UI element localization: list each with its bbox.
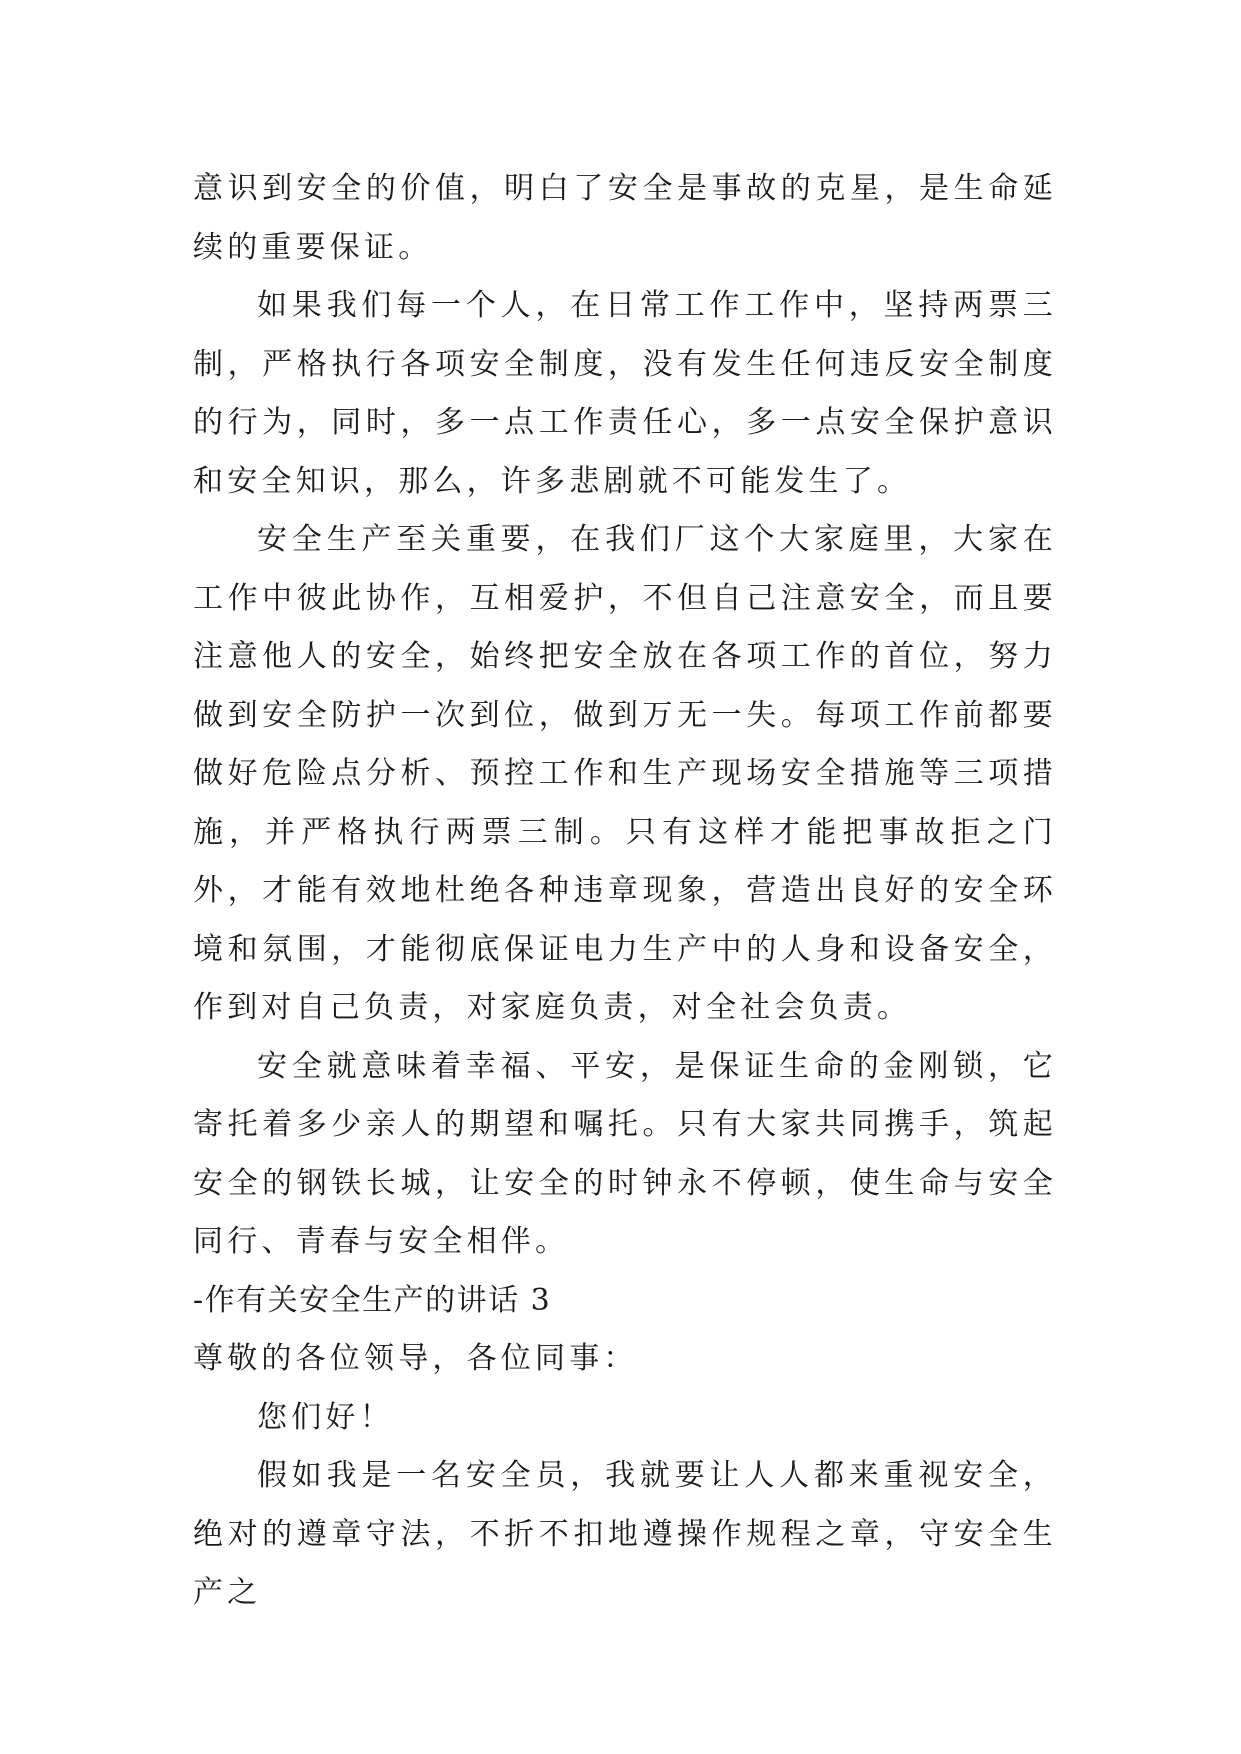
paragraph-4: 安全就意味着幸福、平安，是保证生命的金刚锁，它寄托着多少亲人的期望和嘱托。只有大家共同携手，筑起安全的钢铁长城，让安全的时钟永不停顿，使生命与安全同行、青春与安全相伴。 xyxy=(193,1048,1057,1259)
section-heading: -作有关安全生产的讲话 3 xyxy=(193,1282,552,1318)
greeting: 您们好！ xyxy=(257,1399,394,1435)
paragraph-3: 安全生产至关重要，在我们厂这个大家庭里，大家在工作中彼此协作，互相爱护，不但自己注意安全，而且要注意他人的安全，始终把安全放在各项工作的首位，努力做到安全防护一次到位，做到万无一失。每项工作前都要做好危险点分析、预控工作和生产现场安全措施等三项措施，并严格执行两票三制。只有这样才能把事故拒之门外，才能有效地杜绝各种违章现象，营造出良好的安全环境和氛围，才能彻底保证电力生产中的人身和设备安全，作到对自己负责，对家庭负责，对全社会负责。 xyxy=(193,522,1057,1025)
paragraph-5: 假如我是一名安全员，我就要让人人都来重视安全，绝对的遵章守法，不折不扣地遵操作规程之章，守安全生产之 xyxy=(193,1458,1057,1610)
paragraph-2: 如果我们每一个人，在日常工作工作中，坚持两票三制，严格执行各项安全制度，没有发生任何违反安全制度的行为，同时，多一点工作责任心，多一点安全保护意识和安全知识，那么，许多悲剧就不可能发生了。 xyxy=(193,288,1057,499)
paragraph-1: 意识到安全的价值，明白了安全是事故的克星，是生命延续的重要保证。 xyxy=(193,171,1057,265)
document-page xyxy=(193,160,1057,1623)
salutation: 尊敬的各位领导，各位同事： xyxy=(193,1341,638,1376)
